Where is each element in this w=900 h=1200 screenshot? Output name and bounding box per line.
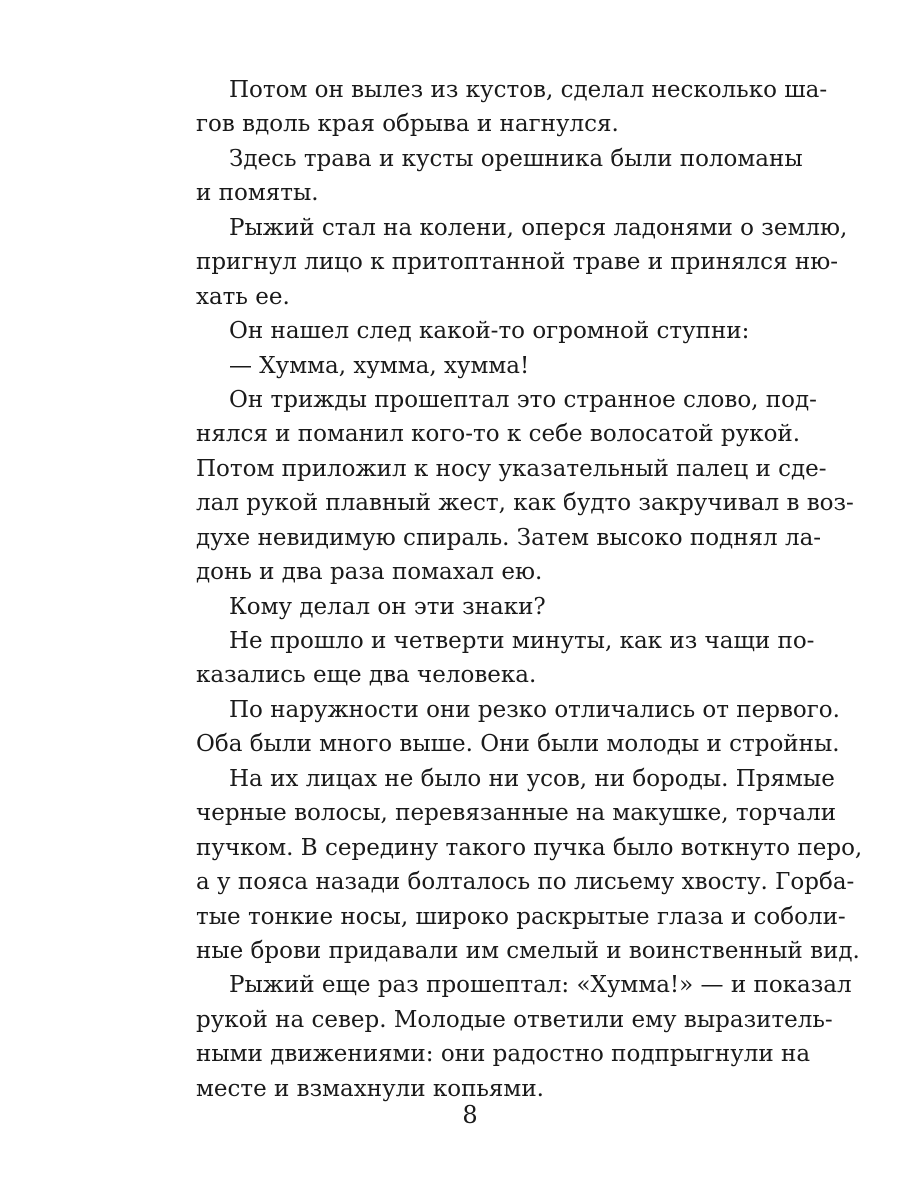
text-line: Не прошло и четверти минуты, как из чащи по- (229, 628, 815, 654)
text-line: тые тонкие носы, широко раскрытые глаза и соболи- (196, 903, 846, 930)
text-line: месте и взмахнули копьями. (196, 1075, 544, 1102)
text-line: Потом приложил к носу указательный палец и сде- (196, 455, 827, 482)
text-line: пригнул лицо к притоптанной траве и принялся ню- (196, 249, 838, 276)
text-line: ными движениями: они радостно подпрыгнули на (196, 1041, 811, 1068)
text-line: По наружности они резко отличались от первого. (229, 696, 840, 723)
text-line: рукой на север. Молодые ответили ему выразитель- (196, 1006, 833, 1033)
text-line: Он нашел след какой-то огромной ступни: (229, 318, 750, 345)
text-line: духе невидимую спираль. Затем высоко поднял ла- (196, 524, 822, 551)
text-line: Рыжий стал на колени, оперся ладонями о землю, (229, 214, 848, 241)
text-line: Здесь трава и кусты орешника были поломаны (229, 145, 803, 172)
text-line: нялся и поманил кого-то к себе волосатой рукой. (196, 421, 801, 448)
text-line: Оба были много выше. Они были молоды и стройны. (196, 731, 840, 758)
text-line: гов вдоль края обрыва и нагнулся. (196, 111, 619, 138)
page-number: 8 (462, 1101, 478, 1129)
text-line: хать ее. (196, 283, 290, 310)
text-line: казались еще два человека. (196, 662, 537, 689)
text-line: Кому делал он эти знаки? (229, 593, 546, 620)
text-line: черные волосы, перевязанные на макушке, торчали (196, 800, 837, 827)
text-line: и помяты. (196, 180, 319, 207)
text-line: — Хумма, хумма, хумма! (229, 352, 530, 379)
text-line: Он трижды прошептал это странное слово, под- (229, 386, 817, 413)
text-line: Рыжий еще раз прошептал: «Хумма!» — и показал (229, 972, 852, 999)
text-line: Потом он вылез из кустов, сделал несколько ша- (229, 77, 828, 103)
text-line: ные брови придавали им смелый и воинственный вид. (196, 937, 860, 964)
text-line: На их лицах не было ни усов, ни бороды. Прямые (229, 765, 835, 792)
body-text (196, 73, 863, 1106)
text-line: а у пояса назади болталось по лисьему хвосту. Горба- (196, 869, 855, 896)
text-line: пучком. В середину такого пучка было воткнуто перо, (196, 834, 863, 861)
text-line: донь и два раза помахал ею. (196, 559, 543, 586)
text-line: лал рукой плавный жест, как будто закручивал в воз- (196, 490, 854, 517)
